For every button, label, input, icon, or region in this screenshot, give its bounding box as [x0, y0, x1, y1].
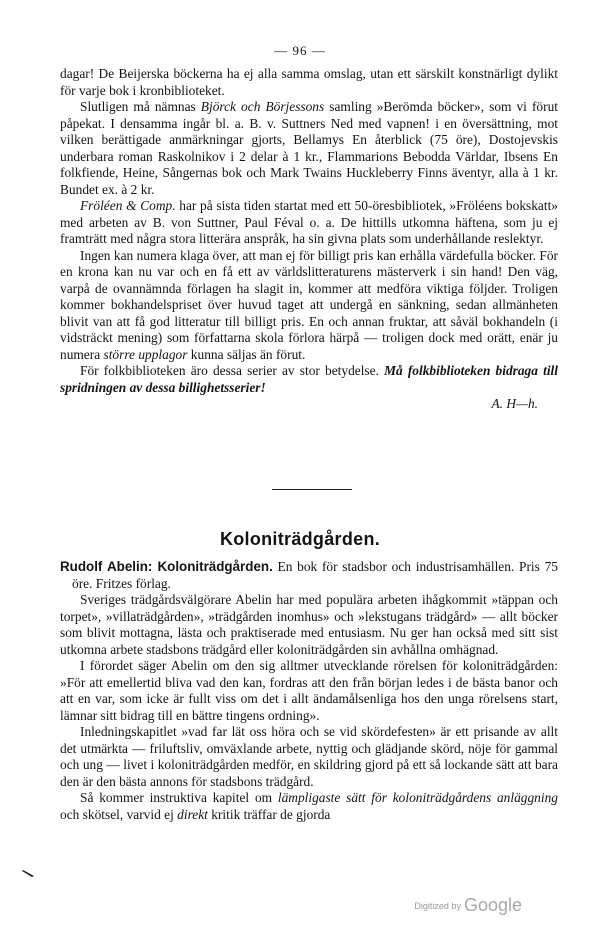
- section-divider: [272, 489, 352, 490]
- watermark-prefix: Digitized by: [414, 901, 461, 911]
- digitized-watermark: [414, 895, 522, 916]
- paragraph: dagar! De Beijerska böckerna ha ej alla samma omslag, utan ett särskilt konstnärligt dylikt för varje bok i kronbiblioteket.: [60, 66, 558, 98]
- upper-article: [60, 66, 558, 413]
- paragraph: Fröléen & Comp. har på sista tiden startat med ett 50-öresbibliotek, »Fröléens bokskatt» med arbeten av B. von Suttner, Paul Féval o. a. De hittills utkomna häftena, som ju ej framträtt med några stora litterära anspråk, ha sin givna plats som underhållande reslektyr.: [60, 198, 558, 246]
- paragraph: Sveriges trädgårdsvälgörare Abelin har med populära arbeten ihågkommit »täppan och torpet», »villaträdgården», »trädgården inomhus» och »lekstugans trädgård» — allt böcker som blivit mottagna, lästa och praktiserade med entusiasm. Nu ger han också med sitt sist utkomna arbete stadsbons trädgård eller koloniträdgården sin avhållna omhägnad.: [60, 592, 558, 657]
- paragraph: Ingen kan numera klaga över, att man ej för billigt pris kan erhålla värdefulla böcker. För en krona kan nu var och en få ett av världslitteraturens mästerverk i sin hand! Den väg, varpå de ovannämnda förlagen ha slagit in, kommer att medföra viktiga följder. Troligen kommer bokhandelspriset över huvud taget att undergå en sänkning, sedan allmänheten blivit van att få god litteratur till billigt pris. En och annan fruktar, att såväl bokhandeln (i vidsträckt mening) som författarna skola förlora härpå — troligen dock med orätt, enär ju numera större upplagor kunna säljas än förut.: [60, 247, 558, 362]
- lower-article: [60, 559, 558, 823]
- page-number: — 96 —: [274, 43, 326, 58]
- paragraph: För folkbiblioteken äro dessa serier av stor betydelse. Må folkbiblioteken bidraga till spridningen av dessa billighetsserier!: [60, 363, 558, 395]
- author-signature: A. H—h.: [491, 396, 538, 411]
- paragraph: Inledningskapitlet »vad far lät oss höra och se vid skördefesten» är ett prisande av allt det utmärkta — friluftsliv, omväxlande arbete, nyttig och glädjande skörd, nöje för gammal och ung — livet i koloniträdgården medför, en skildring gjord på ett så lockande sätt att bara den är den bästa annons för stadsbons trädgård.: [60, 724, 558, 789]
- ink-speck-icon: [22, 868, 36, 878]
- paragraph: Så kommer instruktiva kapitel om lämpligaste sätt för koloniträdgårdens anläggning och skötsel, varvid ej direkt kritik träffar de gjorda: [60, 790, 558, 822]
- paragraph: Slutligen må nämnas Björck och Börjessons samling »Berömda böcker», som vi förut påpekat. I densamma ingår bl. a. B. v. Suttners Ned med vapnen! i en översättning, mot vilken berättigade anmärkningar gjorts, Bellamys En återblick (75 öre), Dostojevskis underbara roman Raskolnikov i 2 delar à 1 kr., Flammarions Bebodda Världar, Ibsens En folkfiende, Heine, Sångernas bok och Mark Twains Huckleberry Finns äventyr, alla à 1 kr. Bundet ex. à 2 kr.: [60, 99, 558, 197]
- section-heading: Koloniträdgården.: [219, 529, 381, 549]
- paragraph: I förordet säger Abelin om den sig alltmer utvecklande rörelsen för koloniträdgården: »För att emellertid bliva vad den kan, fordras att den från början ledes i de bästa banor och att en var, som icke är fullt viss om det i allt ändamålsenliga hos den unga rörelsens start, lämnar sitt bidrag till en bättre tingens ordning».: [60, 658, 558, 723]
- review-header: Rudolf Abelin: Koloniträdgården. En bok för stadsbor och industrisamhällen. Pris 75 öre. Fritzes förlag.: [60, 559, 558, 591]
- google-logo: Google: [463, 895, 522, 915]
